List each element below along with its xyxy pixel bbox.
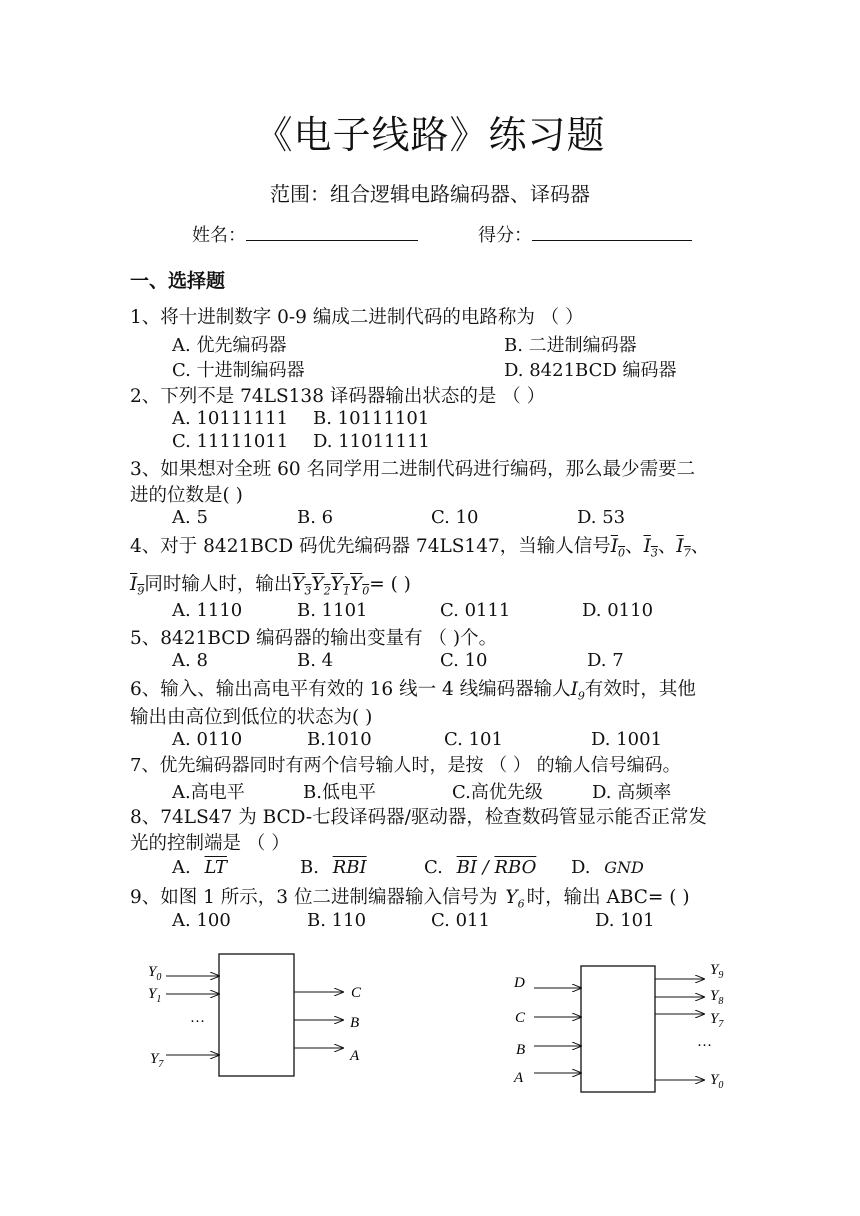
encoder-decoder-figures bbox=[0, 940, 860, 1110]
q1-option-c[interactable]: C. 十进制编码器 bbox=[172, 360, 305, 381]
question-3-line-2: 进的位数是( ) bbox=[130, 485, 243, 506]
q8-b-prefix: B. bbox=[300, 857, 319, 878]
q3-option-d[interactable]: D. 53 bbox=[577, 507, 626, 528]
question-8-line-1: 8、74LS47 为 BCD-七段译码器/驱动器，检查数码管显示能否正常发 bbox=[130, 807, 707, 828]
q4-option-a[interactable]: A. 1110 bbox=[172, 600, 243, 621]
q2-option-b[interactable]: B. 10111101 bbox=[313, 408, 430, 429]
gnd-symbol: GND bbox=[604, 858, 644, 877]
q5-option-b[interactable]: B. 4 bbox=[297, 650, 334, 671]
q5-option-d[interactable]: D. 7 bbox=[587, 650, 624, 671]
score-blank[interactable] bbox=[532, 220, 692, 241]
q2-option-d[interactable]: D. 11011111 bbox=[313, 431, 430, 452]
q3-option-c[interactable]: C. 10 bbox=[431, 507, 479, 528]
label-y0: $Y_0$ bbox=[148, 964, 162, 983]
q9-option-b[interactable]: B. 110 bbox=[307, 910, 367, 931]
q4-separator-1: 、 bbox=[625, 536, 644, 557]
i3-bar-symbol: $I_3$ bbox=[643, 536, 658, 560]
label-y0-right: $Y_0$ bbox=[710, 1072, 724, 1091]
q7-option-a[interactable]: A.高电平 bbox=[172, 782, 245, 803]
q1-option-b[interactable]: B. 二进制编码器 bbox=[504, 335, 637, 356]
q6-option-a[interactable]: A. 0110 bbox=[172, 729, 243, 750]
q7-option-b[interactable]: B.低电平 bbox=[303, 782, 376, 803]
slash: / bbox=[476, 857, 495, 878]
question-9 bbox=[130, 883, 690, 911]
label-y7-right: $Y_7$ bbox=[710, 1011, 724, 1030]
q2-option-a[interactable]: A. 10111111 bbox=[172, 408, 289, 429]
q8-d-prefix: D. bbox=[571, 857, 591, 878]
q4-separator-3: 、 bbox=[690, 536, 710, 557]
q6-option-d[interactable]: D. 1001 bbox=[591, 729, 663, 750]
label-c: C bbox=[351, 985, 362, 1001]
score-label: 得分： bbox=[478, 225, 532, 246]
q8-c-prefix: C. bbox=[424, 857, 443, 878]
q7-option-d[interactable]: D. 高频率 bbox=[592, 782, 672, 803]
q4-separator-2: 、 bbox=[657, 536, 677, 557]
label-a: A bbox=[350, 1048, 360, 1064]
q6-option-c[interactable]: C. 101 bbox=[444, 729, 503, 750]
q4-line2-end: = ( ) bbox=[369, 574, 411, 595]
q4-option-c[interactable]: C. 0111 bbox=[440, 600, 511, 621]
decoder-box bbox=[581, 966, 655, 1092]
q8-option-b[interactable] bbox=[300, 857, 367, 878]
label-y1: $Y_1$ bbox=[148, 986, 162, 1005]
question-6-line-2: 输出由高位到低位的状态为( ) bbox=[130, 707, 373, 728]
i9-bar-symbol: $I_9$ bbox=[130, 574, 145, 598]
i9-symbol: $I_9$ bbox=[570, 679, 585, 703]
q1-option-a[interactable]: A. 优先编码器 bbox=[172, 335, 287, 356]
i7-bar-symbol: $I_7$ bbox=[676, 536, 691, 560]
q8-option-d[interactable] bbox=[571, 857, 644, 878]
q3-option-b[interactable]: B. 6 bbox=[297, 507, 334, 528]
encoder-input-ellipsis: … bbox=[190, 1010, 205, 1026]
question-4-line-1 bbox=[130, 532, 709, 560]
label-y8: $Y_8$ bbox=[710, 988, 724, 1007]
q4-line1-text: 4、对于 8421BCD 码优先编码器 74LS147，当输人信号 bbox=[130, 536, 611, 557]
bi-symbol: $\overline{BI}$ bbox=[456, 857, 477, 878]
q4-option-b[interactable]: B. 1101 bbox=[297, 600, 368, 621]
section-heading-choice: 一、选择题 bbox=[130, 270, 226, 292]
y3y2y1y0-bar-symbol: $Y_3Y_2Y_1Y_0$ bbox=[292, 574, 370, 598]
decoder-figure bbox=[513, 962, 724, 1092]
q9-line1b: 时，输出 ABC= ( ) bbox=[526, 887, 690, 908]
q8-a-prefix: A. bbox=[172, 857, 191, 878]
rbi-symbol: $\overline{RBI}$ bbox=[332, 857, 367, 878]
rbo-symbol: $\overline{RBO}$ bbox=[494, 857, 537, 878]
q4-line2-mid: 同时输人时，输出 bbox=[144, 574, 293, 595]
name-blank[interactable] bbox=[246, 220, 418, 241]
q5-option-c[interactable]: C. 10 bbox=[440, 650, 488, 671]
question-8-line-2: 光的控制端是 （ ） bbox=[130, 833, 290, 854]
scope-subtitle: 范围：组合逻辑电路编码器、译码器 bbox=[270, 182, 590, 206]
q9-line1a: 9、如图 1 所示，3 位二进制编器输入信号为 bbox=[130, 887, 498, 908]
q6-line1b: 有效时，其他 bbox=[584, 679, 696, 700]
q2-option-c[interactable]: C. 11111011 bbox=[172, 431, 289, 452]
q4-option-d[interactable]: D. 0110 bbox=[582, 600, 654, 621]
q6-line1a: 6、输入、输出高电平有效的 16 线一 4 线编码器输人 bbox=[130, 679, 571, 700]
q6-option-b[interactable]: B.1010 bbox=[307, 729, 372, 750]
question-7: 7、优先编码器同时有两个信号输人时，是按 （ ） 的输人信号编码。 bbox=[130, 755, 681, 776]
label-y7: $Y_7$ bbox=[150, 1051, 164, 1070]
question-4-line-2 bbox=[130, 570, 411, 598]
label-y9: $Y_9$ bbox=[710, 962, 724, 981]
question-1: 1、将十进制数字 0-9 编成二进制代码的电路称为 （ ） bbox=[130, 307, 584, 328]
encoder-box bbox=[219, 954, 294, 1076]
page-title: 《电子线路》练习题 bbox=[254, 113, 606, 157]
label-b: B bbox=[350, 1015, 360, 1031]
encoder-figure bbox=[148, 954, 362, 1076]
label-b-right: B bbox=[516, 1042, 526, 1058]
q8-option-a[interactable] bbox=[172, 857, 227, 878]
question-3-line-1: 3、如果想对全班 60 名同学用二进制代码进行编码，那么最少需要二 bbox=[130, 459, 696, 480]
i0-bar-symbol: $I_0$ bbox=[610, 536, 626, 560]
name-label: 姓名： bbox=[192, 225, 246, 246]
q8-option-c[interactable] bbox=[424, 857, 536, 878]
decoder-output-ellipsis: … bbox=[697, 1034, 712, 1050]
label-d: D bbox=[514, 975, 525, 991]
q1-option-d[interactable]: D. 8421BCD 编码器 bbox=[504, 360, 677, 381]
q7-option-c[interactable]: C.高优先级 bbox=[452, 782, 543, 803]
question-5: 5、8421BCD 编码器的输出变量有 （ )个。 bbox=[130, 628, 498, 649]
question-6-line-1 bbox=[130, 675, 696, 703]
q9-option-c[interactable]: C. 011 bbox=[431, 910, 490, 931]
label-a-right: A bbox=[514, 1070, 524, 1086]
q5-option-a[interactable]: A. 8 bbox=[172, 650, 208, 671]
score-field[interactable] bbox=[478, 220, 692, 247]
lt-symbol: $\overline{LT}$ bbox=[204, 857, 227, 878]
label-c-right: C bbox=[515, 1010, 526, 1026]
q9-option-d[interactable]: D. 101 bbox=[595, 910, 655, 931]
name-field[interactable] bbox=[192, 220, 418, 247]
q3-option-a[interactable]: A. 5 bbox=[172, 507, 208, 528]
q9-option-a[interactable]: A. 100 bbox=[172, 910, 231, 931]
question-2: 2、下列不是 74LS138 译码器输出状态的是 （ ） bbox=[130, 386, 546, 407]
y6-symbol: $Y_6$ bbox=[505, 887, 525, 911]
